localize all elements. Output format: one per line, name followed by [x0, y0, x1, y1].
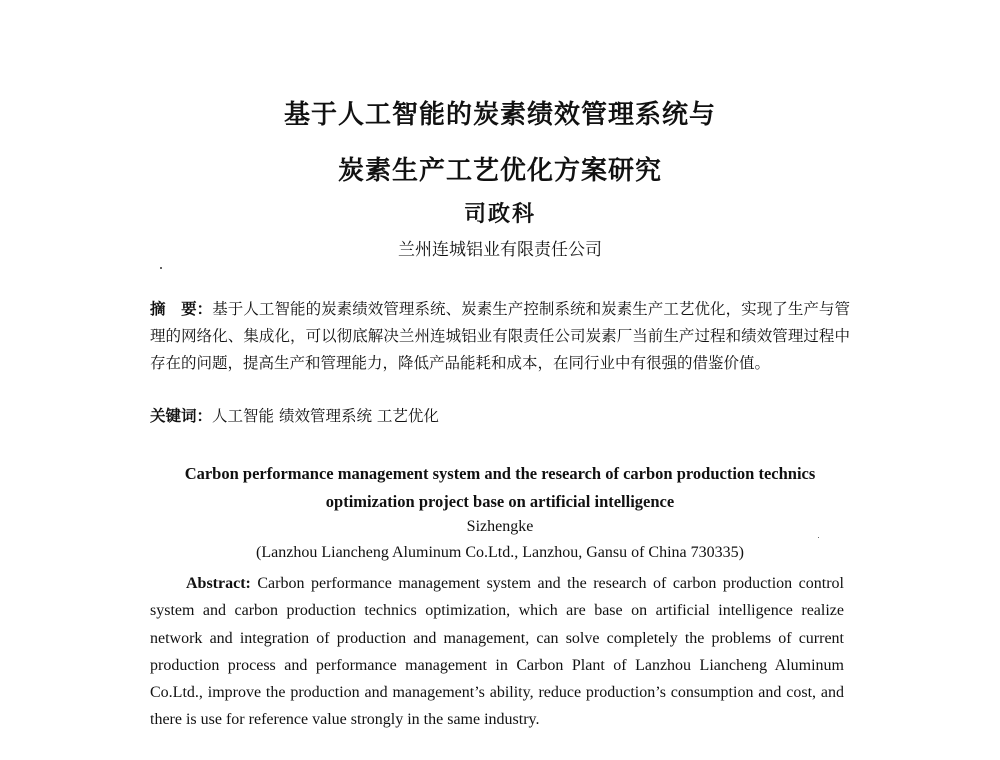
english-abstract-text: Carbon performance management system and the research of carbon production control system and carbon production technics optimization, which are base on artificial intelligence realize network and integration of production and management, can solve completely the problems of current production process and performance management in Carbon Plant of Lanzhou Liancheng Aluminum Co.Ltd., improve the production and management’s ability, reduce production’s consumption and cost, and there is use for reference value strongly in the same industry.: [150, 575, 844, 729]
chinese-keywords-text: 人工智能 绩效管理系统 工艺优化: [212, 407, 439, 425]
english-abstract: [150, 570, 844, 734]
chinese-title-line-1: 基于人工智能的炭素绩效管理系统与: [283, 100, 716, 130]
scan-speck: [160, 267, 162, 269]
chinese-title-line-2: 炭素生产工艺优化方案研究: [337, 156, 662, 186]
english-author: Sizhengke: [466, 518, 534, 535]
chinese-keywords-label: 关键词：: [150, 407, 213, 425]
english-affiliation: (Lanzhou Liancheng Aluminum Co.Ltd., Lanzhou, Gansu of China 730335): [256, 544, 744, 561]
chinese-author: 司政科: [463, 202, 536, 227]
scan-speck: [818, 537, 819, 538]
chinese-abstract-text: 基于人工智能的炭素绩效管理系统、炭素生产控制系统和炭素生产工艺优化，实现了生产与管理的网络化、集成化，可以彻底解决兰州连城铝业有限责任公司炭素厂当前生产过程和绩效管理过程中存在的问题，提高生产和管理能力，降低产品能耗和成本，在同行业中有很强的借鉴价值。: [150, 300, 850, 372]
chinese-abstract-label: 摘 要：: [150, 300, 213, 318]
chinese-affiliation: 兰州连城铝业有限责任公司: [398, 240, 602, 260]
chinese-keywords: [150, 403, 850, 430]
chinese-abstract: [150, 296, 850, 377]
english-title-line-1: Carbon performance management system and the research of carbon production technics: [184, 464, 816, 483]
english-abstract-label: Abstract:: [186, 575, 251, 592]
english-title-line-2: optimization project base on artificial intelligence: [325, 492, 675, 511]
english-title: [120, 460, 880, 516]
